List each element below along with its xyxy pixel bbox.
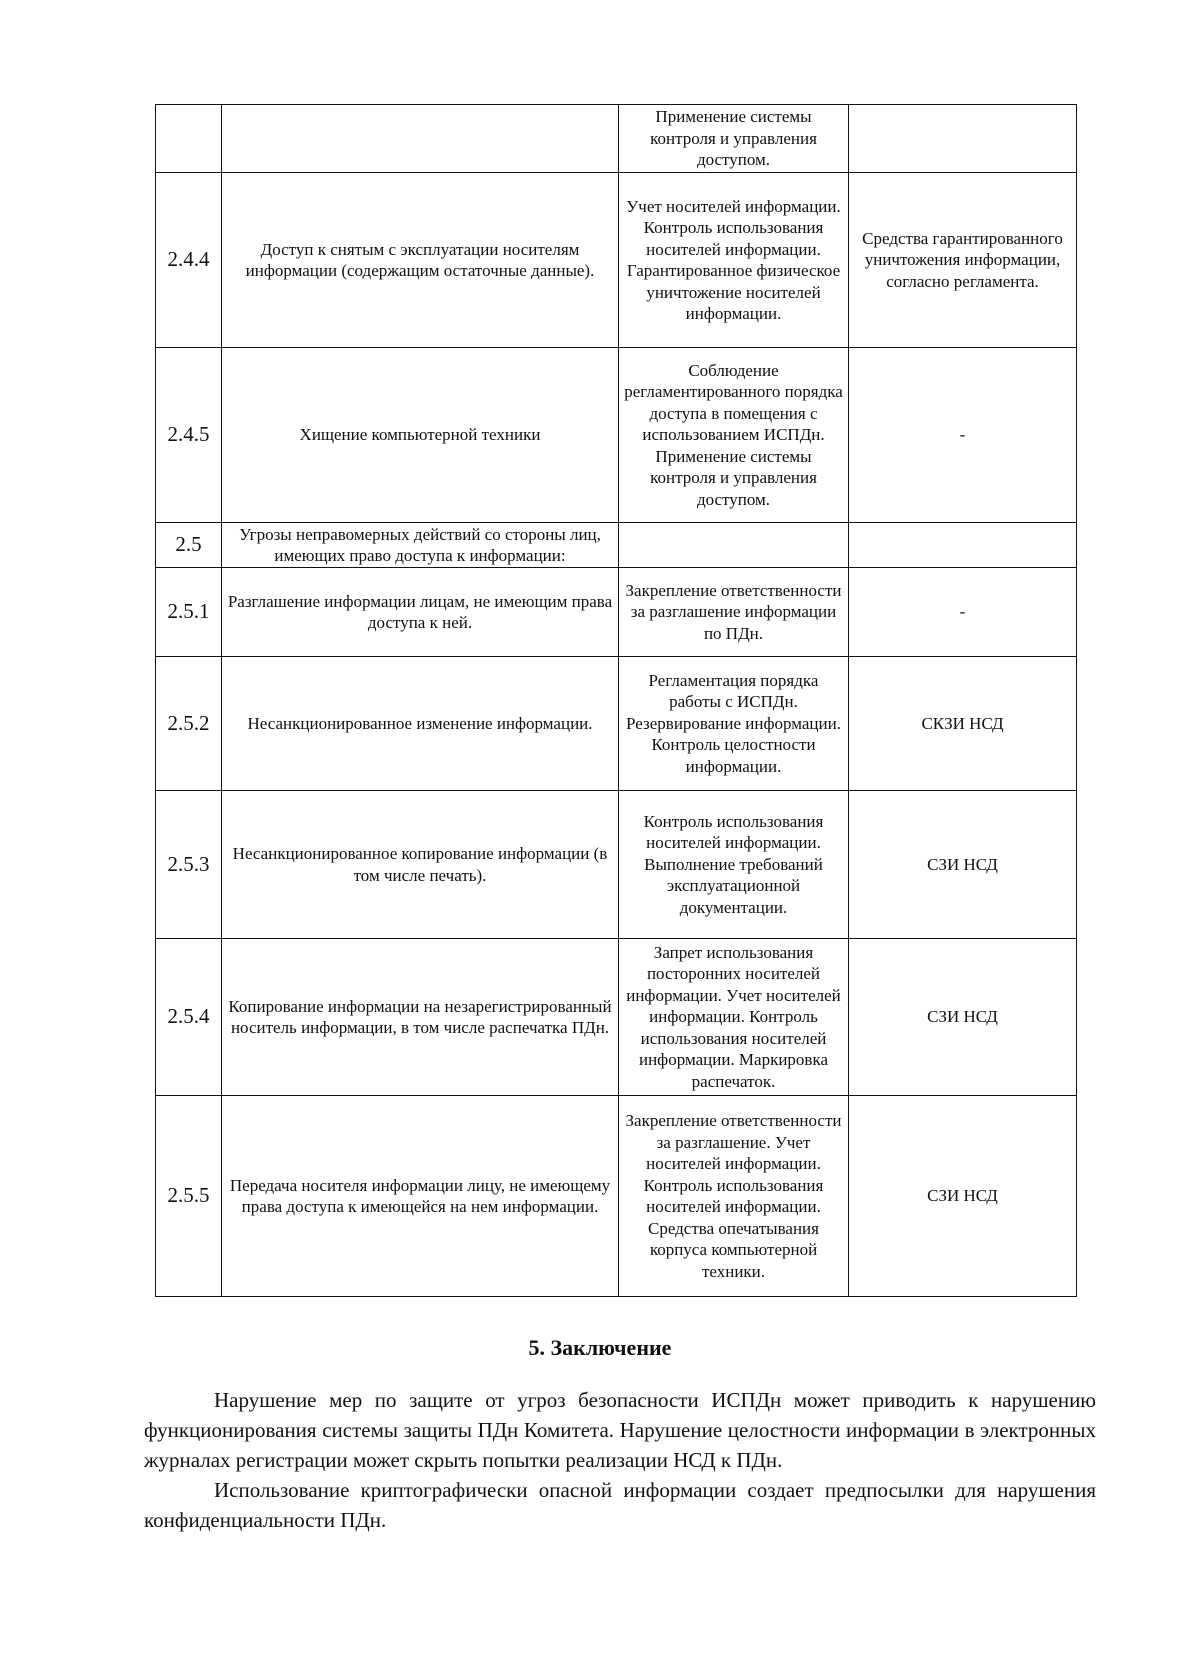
protection-measures: Применение системы контроля и управления доступом. [619,105,849,173]
table-row [156,568,1077,657]
table-row [156,1096,1077,1297]
protection-means [849,523,1077,568]
threat-section-description: Угрозы неправомерных действий со стороны лиц, имеющих право доступа к информации: [222,523,619,568]
protection-measures: Закрепление ответственности за разглашение. Учет носителей информации. Контроль использования носителей информации. Средства опечатывания корпуса компьютерной техники. [619,1096,849,1297]
threat-description: Доступ к снятым с эксплуатации носителям информации (содержащим остаточные данные). [222,173,619,348]
threat-description [222,105,619,173]
threat-description: Копирование информации на незарегистрированный носитель информации, в том числе распечатка ПДн. [222,939,619,1096]
protection-measures: Контроль использования носителей информации. Выполнение требований эксплуатационной документации. [619,791,849,939]
protection-measures: Закрепление ответственности за разглашение информации по ПДн. [619,568,849,657]
protection-measures: Регламентация порядка работы с ИСПДн. Резервирование информации. Контроль целостности информации. [619,657,849,791]
threat-description: Несанкционированное изменение информации. [222,657,619,791]
conclusion-paragraph: Использование криптографически опасной информации создает предпосылки для нарушения конфиденциальности ПДн. [144,1478,1096,1532]
table-row [156,348,1077,523]
table-row [156,657,1077,791]
table-row [156,791,1077,939]
table-row [156,105,1077,173]
section-heading-conclusion: 5. Заключение [528,1335,672,1360]
table-row [156,173,1077,348]
protection-measures: Учет носителей информации. Контроль использования носителей информации. Гарантированное физическое уничтожение носителей информации. [619,173,849,348]
row-number: 2.4.5 [156,348,222,523]
protection-means: - [849,348,1077,523]
row-number: 2.4.4 [156,173,222,348]
threats-table [155,104,1077,1297]
protection-means: СКЗИ НСД [849,657,1077,791]
threat-description: Несанкционированное копирование информации (в том числе печать). [222,791,619,939]
threat-description: Хищение компьютерной техники [222,348,619,523]
protection-means: СЗИ НСД [849,1096,1077,1297]
protection-means [849,105,1077,173]
row-number: 2.5.1 [156,568,222,657]
protection-measures: Запрет использования посторонних носителей информации. Учет носителей информации. Контроль использования носителей информации. Маркировка распечаток. [619,939,849,1096]
protection-measures [619,523,849,568]
protection-means: СЗИ НСД [849,791,1077,939]
row-number: 2.5.4 [156,939,222,1096]
row-number: 2.5.5 [156,1096,222,1297]
row-number [156,105,222,173]
protection-means: СЗИ НСД [849,939,1077,1096]
table-row [156,523,1077,568]
protection-means: Средства гарантированного уничтожения информации, согласно регламента. [849,173,1077,348]
table-row [156,939,1077,1096]
threat-description: Разглашение информации лицам, не имеющим права доступа к ней. [222,568,619,657]
conclusion-body [144,1385,1096,1535]
row-number: 2.5.3 [156,791,222,939]
protection-means: - [849,568,1077,657]
threat-description: Передача носителя информации лицу, не имеющему права доступа к имеющейся на нем информации. [222,1096,619,1297]
row-number: 2.5.2 [156,657,222,791]
protection-measures: Соблюдение регламентированного порядка доступа в помещения с использованием ИСПДн. Применение системы контроля и управления доступом. [619,348,849,523]
conclusion-paragraph: Нарушение мер по защите от угроз безопасности ИСПДн может приводить к нарушению функционирования системы защиты ПДн Комитета. Нарушение целостности информации в электронных журналах регистрации может скрыть попытки реализации НСД к ПДн. [144,1388,1096,1472]
row-number: 2.5 [156,523,222,568]
